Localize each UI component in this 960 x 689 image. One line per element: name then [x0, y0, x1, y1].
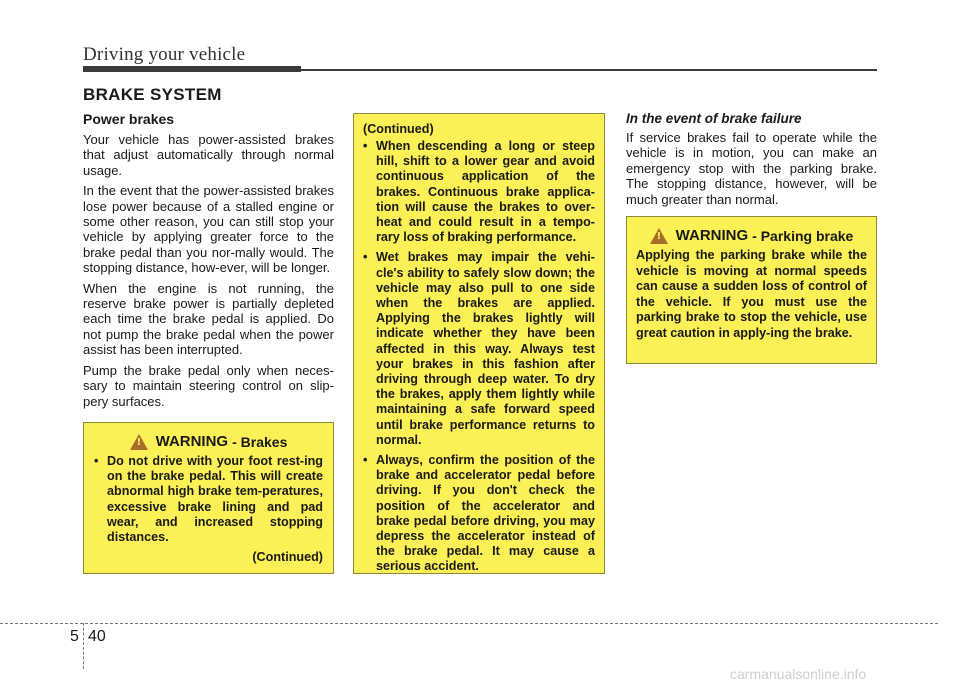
power-brakes-paragraph: Your vehicle has power-assisted brakes that adjust automatically through normal usage.: [83, 132, 334, 178]
brake-failure-text: If service brakes fail to operate while the vehicle is in motion, you can make an emergency stop with the parking brake. The stopping distance, however, will be much greater than normal.: [626, 130, 877, 207]
footer-vertical-divider: [83, 623, 84, 669]
warning-bullet-text: Always, confirm the position of the brake and accelerator pedal before driving. If you don't check the position of the accelerator and brake pedal before driving, you may depress the accelerator instead of the brake pedal. It may cause a serious accident.: [376, 453, 595, 574]
bullet-icon: •: [363, 139, 368, 153]
warning-parking-title: [636, 227, 867, 244]
section-heading: BRAKE SYSTEM: [83, 85, 222, 104]
continued-label: (Continued): [252, 550, 323, 565]
page-number: 40: [88, 628, 106, 645]
warning-bullet: [363, 250, 595, 448]
warning-parking-box: [626, 216, 877, 364]
header-bar: [83, 66, 301, 72]
warning-label: WARNING: [675, 227, 749, 244]
warning-bullet: [363, 139, 595, 245]
warning-brakes-title: [94, 433, 323, 450]
bullet-icon: •: [363, 453, 368, 468]
warning-continued-box: [353, 113, 605, 574]
bullet-icon: •: [94, 454, 99, 468]
power-brakes-section: [83, 111, 334, 414]
header-rule: [301, 69, 877, 71]
header-title: Driving your vehicle: [83, 44, 246, 65]
warning-bullet: [363, 453, 595, 575]
brake-failure-heading: In the event of brake failure: [626, 111, 802, 126]
warning-bullet-text: Do not drive with your foot rest-ing on the brake pedal. This will create abnormal high brake tem-peratures, excessive brake lining and pad wear, and increased stopping distances.: [107, 454, 323, 545]
warning-triangle-icon: !: [650, 228, 668, 244]
watermark: carmanualsonline.info: [730, 666, 867, 682]
power-brakes-paragraph: Pump the brake pedal only when neces-sary to maintain steering control on slip-pery surfaces.: [83, 362, 334, 409]
warning-subtitle: - Brakes: [232, 433, 288, 450]
power-brakes-heading: Power brakes: [83, 111, 175, 127]
section-number: 5: [70, 628, 79, 645]
power-brakes-paragraph: When the engine is not running, the reserve brake power is partially depleted each time the brake pedal is applied. Do not pump the brake pedal when the power assist has been interrupted.: [83, 280, 334, 358]
continued-label: (Continued): [363, 122, 434, 136]
power-brakes-paragraph: In the event that the power-assisted brakes lose power because of a stalled engine or some other reason, you can still stop your vehicle by applying greater force to the brake pedal than you nor-mally would. The stopping distance, how-ever, will be longer.: [83, 183, 334, 276]
warning-parking-text: Applying the parking brake while the vehicle is moving at normal speeds can cause a sudden loss of control of the vehicle. If you must use the parking brake to stop the vehicle, use great caution in apply-ing the brake.: [636, 248, 867, 340]
warning-label: WARNING: [155, 433, 229, 450]
warning-brakes-box: [83, 422, 334, 574]
brake-failure-section: [626, 111, 877, 212]
warning-bullet-text: Wet brakes may impair the vehi-cle's ability to safely slow down; the vehicle may also pull to one side when the brakes are applied. Applying the brakes lightly will indicate whether they have been affected in this way. Always test your brakes in this fashion after driving through deep water. To dry the brakes, apply them lightly while maintaining a safe forward speed until brake performance returns to normal.: [376, 250, 595, 447]
warning-bullet: [94, 454, 323, 545]
warning-bullet-text: When descending a long or steep hill, shift to a lower gear and avoid continuous application of the brakes. Continuous brake applica-tion will cause the brakes to over-heat and could result in a tempo-rary loss of braking performance.: [376, 139, 595, 245]
footer-divider: [0, 623, 938, 624]
warning-triangle-icon: !: [130, 434, 148, 450]
bullet-icon: •: [363, 250, 368, 265]
warning-subtitle: - Parking brake: [752, 227, 854, 244]
